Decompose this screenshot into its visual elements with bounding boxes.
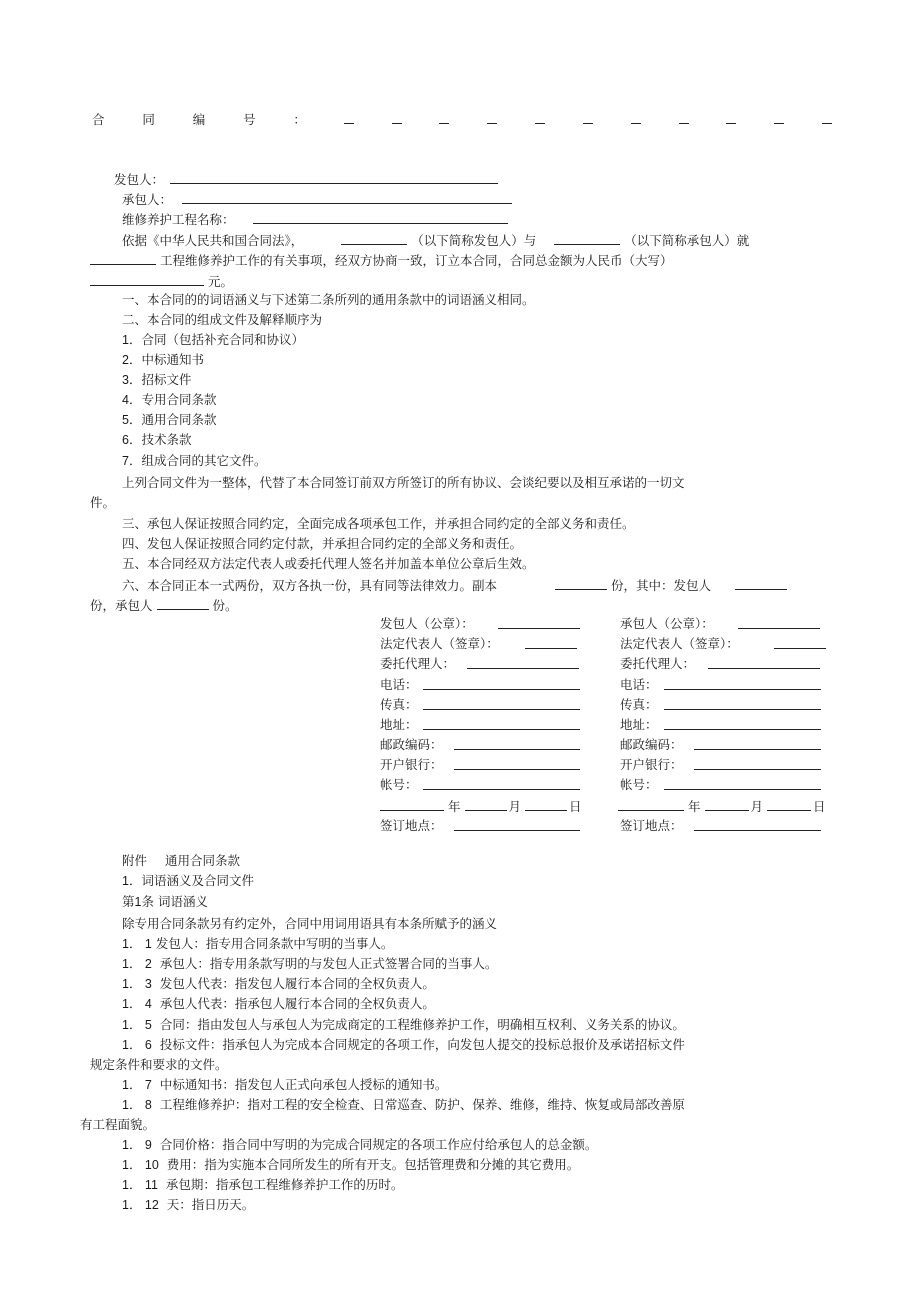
definition-num: 1． 6 (122, 1038, 152, 1052)
contractor-field[interactable] (182, 191, 512, 204)
doc-item (122, 453, 266, 469)
employer-seal-field[interactable] (498, 616, 580, 629)
sig-row (620, 636, 739, 652)
definition-text: 合同价格：指合同中写明的为完成合同规定的各项工作应付给承包人的总金额。 (159, 1137, 598, 1152)
definition-text: 承包期：指承包工程维修养护工作的历时。 (165, 1177, 404, 1192)
employer-label: 发包人： (114, 172, 165, 187)
definition-item (122, 956, 497, 972)
article-4: 四、发包人保证按照合同约定付款，并承担合同约定的全部义务和责任。 (122, 536, 523, 551)
month-label: 月 (750, 799, 764, 814)
doc-item-text: 招标文件 (141, 372, 192, 387)
copies-employer-field[interactable] (735, 577, 787, 590)
sig-label: 签订地点： (620, 818, 683, 833)
contractor-bank-field[interactable] (694, 757, 821, 770)
employer-account-field[interactable] (423, 777, 580, 790)
sig-label: 电话： (380, 677, 418, 692)
copies-contractor-field[interactable] (157, 597, 209, 610)
employer-place-field[interactable] (454, 818, 580, 831)
employer-line (114, 171, 498, 188)
sig-label: 帐号： (380, 777, 418, 792)
total-amount-field[interactable] (90, 273, 204, 286)
definition-item (122, 1037, 685, 1053)
sig-label: 电话： (620, 677, 658, 692)
preamble-text: 工程维修养护工作的有关事项，经双方协商一致，订立本合同，合同总金额为人民币（大写） (160, 253, 673, 268)
contractor-place-field[interactable] (694, 818, 821, 831)
doc-item (122, 352, 204, 368)
contractor-seal-field[interactable] (738, 616, 820, 629)
definition-text: 合同：指由发包人与承包人为完成商定的工程维修养护工作，明确相互权利、义务关系的协议。 (159, 1017, 685, 1032)
employer-field[interactable] (170, 171, 498, 184)
definition-item (122, 996, 435, 1012)
month-label: 月 (508, 799, 522, 814)
definition-item (122, 1017, 685, 1033)
employer-short-field[interactable] (341, 232, 407, 245)
header-char: 编 (192, 112, 206, 127)
employer-date-row (380, 798, 582, 815)
sig-row (620, 697, 658, 713)
definition-item (122, 1137, 597, 1153)
sig-row (380, 656, 455, 672)
definition-text: 承包人：指专用条款写明的与发包人正式签署合同的当事人。 (159, 956, 498, 971)
contractor-year-field[interactable] (618, 798, 684, 811)
sig-label: 承包人（公章）： (620, 616, 714, 631)
sig-row (380, 616, 474, 632)
sig-label: 邮政编码： (380, 737, 443, 752)
header-char: 合 (92, 112, 105, 127)
doc-item (122, 372, 191, 388)
definition-num: 1． 12 (122, 1198, 159, 1212)
doc-item (122, 332, 304, 348)
contract-number-blank[interactable] (631, 113, 641, 124)
header-char: 号 (243, 112, 256, 127)
sig-row (620, 717, 658, 733)
definition-text: 承包人代表：指承包人履行本合同的全权负责人。 (159, 996, 435, 1011)
preamble-text: 依据《中华人民共和国合同法》， (122, 233, 304, 248)
sig-row (620, 616, 714, 632)
sig-label: 法定代表人（签章）： (620, 636, 739, 651)
contractor-rep-field[interactable] (774, 636, 826, 649)
definition-num: 1． 2 (122, 957, 152, 971)
whole-contract-line-2: 件。 (90, 495, 116, 510)
definition-continuation: 有工程面貌。 (80, 1117, 156, 1132)
employer-agent-field[interactable] (467, 656, 579, 669)
header-char: ： (293, 112, 306, 127)
definition-item (122, 1157, 579, 1173)
definition-num: 1． 8 (122, 1098, 152, 1112)
preamble-line-1 (122, 232, 749, 249)
doc-item-text: 通用合同条款 (141, 412, 217, 427)
doc-item-num: 6． (122, 433, 142, 447)
definition-continuation: 规定条件和要求的文件。 (90, 1057, 228, 1072)
definition-num: 1． 4 (122, 997, 152, 1011)
preamble-text: 元。 (208, 274, 234, 289)
article-6-text: 份，承包人 (90, 598, 153, 613)
sig-label: 传真： (380, 697, 418, 712)
employer-phone-field[interactable] (423, 677, 580, 690)
sig-label: 开户银行： (620, 757, 683, 772)
doc-item (122, 392, 216, 408)
definition-num: 1． 7 (122, 1078, 152, 1092)
definition-text: 发包人代表：指发包人履行本合同的全权负责人。 (159, 976, 435, 991)
sig-row (620, 757, 683, 773)
contract-number-blank[interactable] (344, 113, 354, 124)
preamble-text: （以下简称发包人）与 (411, 233, 537, 248)
clause-name: 条 词语涵义 (141, 894, 208, 909)
sig-row (380, 717, 418, 733)
project-name-line (122, 211, 508, 228)
contractor-short-field[interactable] (554, 232, 620, 245)
sig-label: 帐号： (620, 777, 658, 792)
sig-row (620, 737, 683, 753)
sig-label: 委托代理人： (380, 656, 456, 671)
doc-item-num: 7． (122, 454, 142, 468)
sig-row (380, 757, 443, 773)
project-name-label: 维修养护工程名称： (122, 212, 235, 227)
sig-label: 地址： (620, 717, 658, 732)
contractor-account-field[interactable] (664, 777, 821, 790)
employer-fax-field[interactable] (423, 697, 580, 710)
sig-label: 发包人（公章）： (380, 616, 474, 631)
definition-text: 中标通知书：指发包人正式向承包人授标的通知书。 (159, 1077, 448, 1092)
sig-label: 地址： (380, 717, 418, 732)
article-6-text: 份。 (212, 598, 238, 613)
employer-month-field[interactable] (465, 798, 507, 811)
sig-row (380, 697, 418, 713)
article-2: 二、本合同的组成文件及解释顺序为 (122, 312, 323, 327)
sig-label: 开户银行： (380, 757, 443, 772)
sig-label: 签订地点： (380, 818, 443, 833)
doc-item-text: 组成合同的其它文件。 (141, 453, 267, 468)
definitions-intro: 除专用合同条款另有约定外，合同中用词用语具有本条所赋予的涵义 (122, 916, 498, 931)
contractor-phone-field[interactable] (664, 677, 821, 690)
appendix-label: 附件 (122, 853, 148, 868)
section-title: 1．词语涵义及合同文件 (122, 874, 254, 888)
definition-item (122, 1177, 403, 1193)
definition-text: 发包人：指专用合同条款中写明的当事人。 (155, 936, 394, 951)
employer-day-field[interactable] (525, 798, 567, 811)
employer-address-field[interactable] (423, 717, 580, 730)
doc-item-num: 4． (122, 393, 142, 407)
contractor-address-field[interactable] (664, 717, 821, 730)
article-6-line-1 (122, 577, 787, 594)
doc-item-text: 中标通知书 (141, 352, 204, 367)
article-3: 三、承包人保证按照合同约定，全面完成各项承包工作，并承担合同约定的全部义务和责任。 (122, 516, 635, 531)
article-5: 五、本合同经双方法定代表人或委托代理人签名并加盖本单位公章后生效。 (122, 556, 535, 571)
sig-row (380, 636, 499, 652)
definition-item (122, 936, 393, 952)
sig-label: 法定代表人（签章）： (380, 636, 499, 651)
definition-text: 投标文件：指承包人为完成本合同规定的各项工作，向发包人提交的投标总报价及承诺招标文件 (159, 1037, 685, 1052)
doc-item-num: 1． (122, 333, 142, 347)
contractor-label: 承包人： (122, 192, 173, 207)
article-6-line-2 (90, 597, 238, 614)
definition-item (122, 1097, 685, 1113)
article-6-text: 份，其中：发包人 (611, 578, 712, 593)
employer-bank-field[interactable] (454, 757, 580, 770)
doc-item-num: 3． (122, 373, 142, 387)
contract-number-blank[interactable] (679, 113, 689, 124)
contract-number-blank[interactable] (822, 113, 832, 124)
definition-item (122, 976, 435, 992)
doc-item-text: 专用合同条款 (141, 392, 217, 407)
copies-total-field[interactable] (555, 577, 607, 590)
definition-num: 1． 10 (122, 1158, 159, 1172)
appendix-name: 通用合同条款 (165, 853, 241, 868)
doc-item (122, 432, 191, 448)
contract-number-blank[interactable] (535, 113, 545, 124)
article-6-text: 六、本合同正本一式两份，双方各执一份，具有同等法律效力。副本 (122, 578, 498, 593)
preamble-text: （以下简称承包人）就 (624, 233, 750, 248)
sig-label: 传真： (620, 697, 658, 712)
sig-row (620, 777, 658, 793)
appendix-section (122, 873, 254, 889)
employer-year-field[interactable] (380, 798, 444, 811)
doc-item-num: 5． (122, 413, 142, 427)
contractor-postcode-field[interactable] (694, 737, 821, 750)
doc-item-num: 2． (122, 353, 142, 367)
whole-contract-line-1: 上列合同文件为一整体，代替了本合同签订前双方所签订的所有协议、会谈纪要以及相互承诺的一切文 (122, 475, 685, 490)
sig-row (380, 737, 443, 753)
definition-num: 1． 3 (122, 977, 152, 991)
header-char: 同 (142, 112, 155, 127)
sig-row (620, 818, 683, 834)
contract-number-blank[interactable] (726, 113, 736, 124)
definition-item (122, 1197, 254, 1213)
sig-label: 邮政编码： (620, 737, 683, 752)
definition-num: 1． 1 (122, 937, 152, 951)
sig-row (620, 677, 658, 693)
day-label: 日 (569, 799, 582, 814)
clause-title (122, 894, 208, 910)
definition-text: 工程维修养护：指对工程的安全检查、日常巡查、防护、保养、维修，维持、恢复或局部改善原 (159, 1097, 685, 1112)
preamble-line-2 (90, 252, 673, 269)
definition-item (122, 1077, 447, 1093)
employer-rep-field[interactable] (525, 636, 577, 649)
contract-number-blank[interactable] (392, 113, 402, 124)
sig-row (620, 656, 695, 672)
employer-postcode-field[interactable] (454, 737, 580, 750)
definition-num: 1． 5 (122, 1018, 152, 1032)
definition-num: 1． 9 (122, 1138, 152, 1152)
sig-label: 委托代理人： (620, 656, 696, 671)
definition-num: 1． 11 (122, 1178, 158, 1192)
contractor-agent-field[interactable] (708, 656, 820, 669)
sig-row (380, 777, 418, 793)
preamble-line-3 (90, 273, 233, 290)
contractor-line (122, 191, 512, 208)
appendix-title (122, 853, 240, 869)
contract-number-blank[interactable] (774, 113, 784, 124)
contractor-month-field[interactable] (705, 798, 749, 811)
year-label: 年 (688, 799, 701, 814)
contract-number-header (92, 112, 832, 128)
contractor-date-row (618, 798, 826, 815)
article-1: 一、本合同的的词语涵义与下述第二条所列的通用条款中的词语涵义相同。 (122, 292, 535, 307)
contractor-day-field[interactable] (767, 798, 811, 811)
day-label: 日 (813, 799, 826, 814)
doc-item-text: 技术条款 (141, 432, 192, 447)
contractor-fax-field[interactable] (664, 697, 821, 710)
definition-text: 天：指日历天。 (166, 1197, 255, 1212)
clause-prefix: 第 (122, 894, 135, 909)
definition-text: 费用：指为实施本合同所发生的所有开支。包括管理费和分摊的其它费用。 (166, 1157, 580, 1172)
project-name-field[interactable] (253, 211, 508, 224)
sig-row (380, 677, 418, 693)
doc-item-text: 合同（包括补充合同和协议） (141, 332, 304, 347)
contract-number-blank[interactable] (439, 113, 449, 124)
year-label: 年 (448, 799, 461, 814)
clause-number: 1 (134, 895, 142, 909)
doc-item (122, 412, 216, 428)
contract-number-blank[interactable] (583, 113, 593, 124)
project-short-field[interactable] (90, 252, 156, 265)
sig-row (380, 818, 443, 834)
contract-number-blank[interactable] (487, 113, 497, 124)
